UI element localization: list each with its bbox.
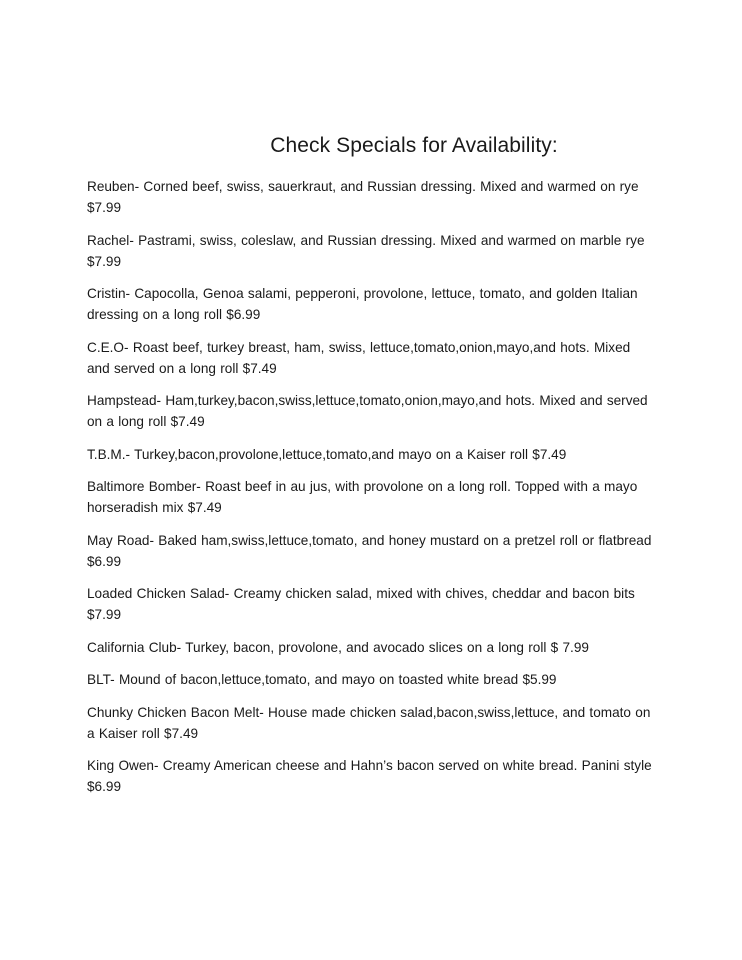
menu-item-cristin: Cristin- Capocolla, Genoa salami, pepperoni, provolone, lettuce, tomato, and golden Italian dressing on a long roll $6.99 [87, 286, 638, 322]
specials-list [87, 176, 657, 809]
menu-item-tbm: T.B.M.- Turkey,bacon,provolone,lettuce,tomato,and mayo on a Kaiser roll $7.49 [87, 446, 567, 462]
page-title: Check Specials for Availability: [270, 134, 558, 157]
menu-item-rachel: Rachel- Pastrami, swiss, coleslaw, and Russian dressing. Mixed and warmed on marble rye $7.99 [87, 232, 645, 269]
menu-item-baltimore-bomber: Baltimore Bomber- Roast beef in au jus, with provolone on a long roll. Topped with a mayo horseradish mix $7.49 [87, 479, 638, 515]
menu-item-ceo: C.E.O- Roast beef, turkey breast, ham, swiss, lettuce,tomato,onion,mayo,and hots. Mixed and served on a long roll $7.49 [87, 339, 631, 376]
menu-item-reuben: Reuben- Corned beef, swiss, sauerkraut, and Russian dressing. Mixed and warmed on rye $7.99 [87, 179, 639, 215]
menu-item-blt: BLT- Mound of bacon,lettuce,tomato, and mayo on toasted white bread $5.99 [87, 672, 557, 687]
menu-item-king-owen: King Owen- Creamy American cheese and Hahn’s bacon served on white bread. Panini style $6.99 [87, 758, 652, 794]
menu-item-chunky-chicken-bacon-melt: Chunky Chicken Bacon Melt- House made chicken salad,bacon,swiss,lettuce, and tomato on a Kaiser roll $7.49 [87, 704, 651, 741]
menu-item-california-club: California Club- Turkey, bacon, provolone, and avocado slices on a long roll $ 7.99 [87, 639, 589, 655]
menu-item-loaded-chicken-salad: Loaded Chicken Salad- Creamy chicken salad, mixed with chives, cheddar and bacon bits $7.99 [87, 586, 635, 622]
menu-item-may-road: May Road- Baked ham,swiss,lettuce,tomato, and honey mustard on a pretzel roll or flatbread $6.99 [87, 532, 652, 569]
menu-item-hampstead: Hampstead- Ham,turkey,bacon,swiss,lettuce,tomato,onion,mayo,and hots. Mixed and served on a long roll $7.49 [87, 393, 648, 429]
